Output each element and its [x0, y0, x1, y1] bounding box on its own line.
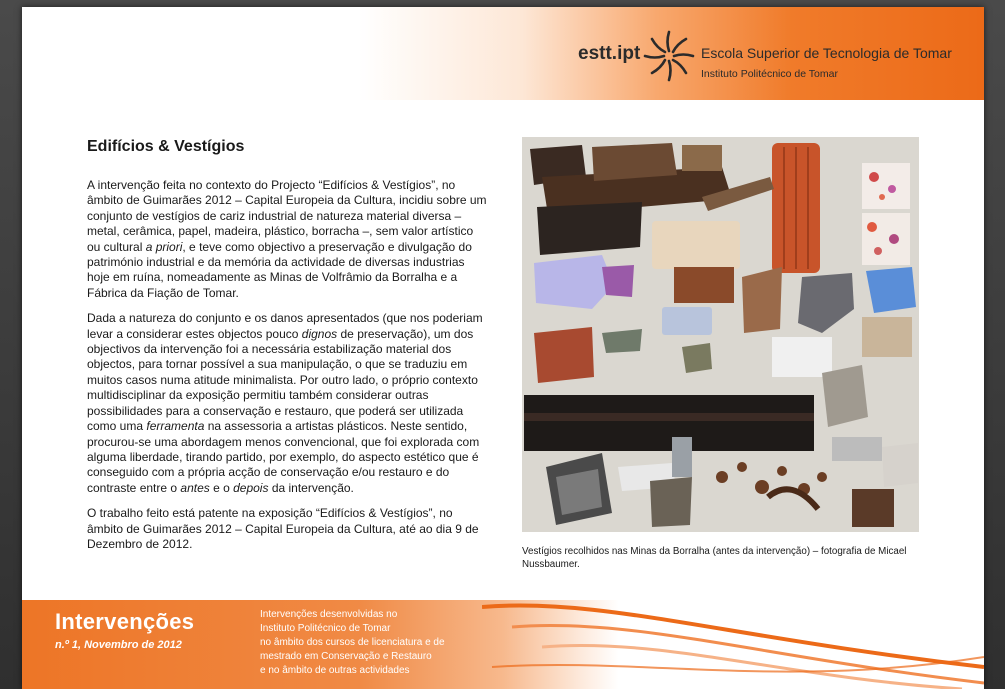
paragraph-3: O trabalho feito está patente na exposição “Edifícios & Vestígios”, no âmbito de Guimarães 2012 – Capital Europeia da Cultura, até ao dia 9 de Dezembro de 2012. [87, 506, 479, 551]
footer-line: Intervenções desenvolvidas no [260, 609, 398, 620]
institute-name: Instituto Politécnico de Tomar [701, 68, 838, 80]
paragraph-1: A intervenção feita no contexto do Projecto “Edifícios & Vestígios”, no âmbito de Guimarães 2012 – Capital Europeia da Cultura, incidiu sobre um conjunto de vestígios de cariz industrial de natureza material diversa – metal, cerâmica, papel, madeira, plástico, borracha –, sem valor artístico ou cultural a priori, e teve como objectivo a preservação e divulgação do património industrial e da memória da actividade de diversas industrias hoje em ruína, nomeadamente as Minas de Volfrâmio da Borralha e a Fábrica da Fiação de Tomar. [87, 178, 487, 300]
newsletter-title: Intervenções [55, 609, 195, 634]
sun-logo-icon [642, 29, 696, 83]
footer-line: no âmbito dos cursos de licenciatura e de [260, 637, 445, 648]
paragraph-2: Dada a natureza do conjunto e os danos apresentados (que nos poderiam levar a considerar estes objectos pouco dignos de preservação), um dos objectivos da intervenção foi a necessária estabilização material dos objectos, para tornar possível a sua manipulação, o que se traduziu em muitos casos numa atitude minimalista. Por outro lado, o próprio contexto multidisciplinar da exposição permitiu também considerar outras possibilidades para a conservação e restauro, que poderá ser utilizada como uma ferramenta na assessoria a artistas plásticos. Neste sentido, procurou-se uma abordagem menos convencional, que foi explorada com alguma liberdade, tirando partido, por exemplo, do aspecto estético que é conseguido com a própria acção de conservação e/ou restauro e do contraste entre o antes e o depois da intervenção. [87, 311, 483, 495]
logo-short: estt.ipt [578, 43, 641, 64]
article-body [87, 178, 487, 562]
footer-line: Instituto Politécnico de Tomar [260, 623, 391, 634]
document-page[interactable] [22, 7, 984, 689]
article-title: Edifícios & Vestígios [87, 138, 245, 155]
footer-line: mestrado em Conservação e Restauro [260, 651, 432, 662]
artifacts-photo [522, 137, 919, 532]
footer-line: e no âmbito de outras actividades [260, 665, 410, 676]
issue-info: n.º 1, Novembro de 2012 [55, 639, 182, 651]
footer-swoosh-graphic [482, 597, 984, 689]
footer-description [260, 608, 500, 678]
school-name: Escola Superior de Tecnologia de Tomar [701, 45, 952, 61]
photo-caption: Vestígios recolhidos nas Minas da Borralha (antes da intervenção) – fotografia de Micael Nussbaumer. [522, 546, 907, 570]
page-header [22, 7, 984, 100]
